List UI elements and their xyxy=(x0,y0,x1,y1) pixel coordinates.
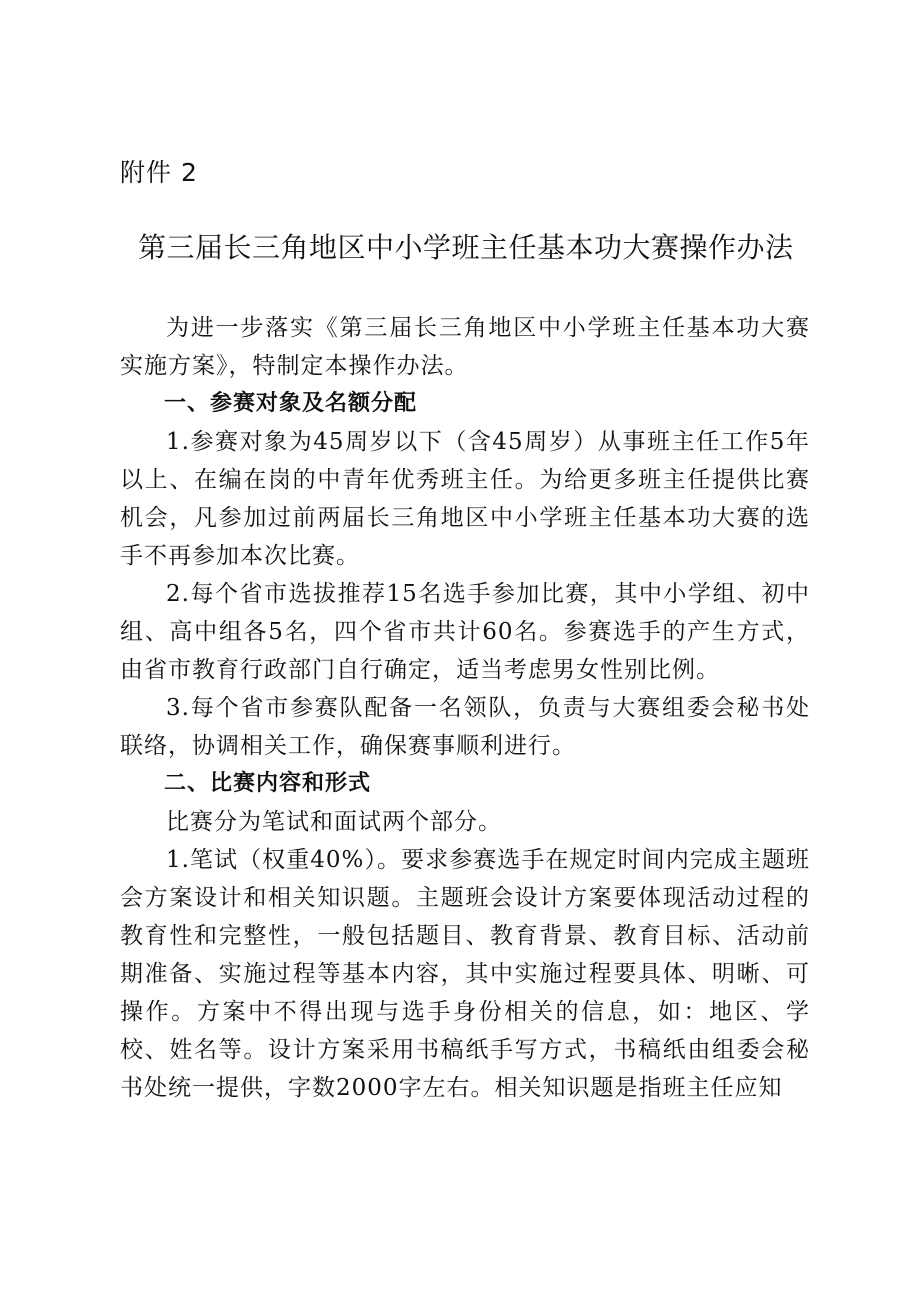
intro-paragraph: 为进一步落实《第三届长三角地区中小学班主任基本功大赛实施方案》，特制定本操作办法。 xyxy=(120,315,810,379)
paragraph-competition-parts: 比赛分为笔试和面试两个部分。 xyxy=(166,809,502,835)
section-heading-participants: 一、参赛对象及名额分配 xyxy=(164,391,418,416)
document-body xyxy=(120,309,810,1107)
paragraph-participant-quota: 2.每个省市选拔推荐15名选手参加比赛，其中小学组、初中组、高中组各5名，四个省市共计60名。参赛选手的产生方式，由省市教育行政部门自行确定，适当考虑男女性别比例。 xyxy=(120,581,810,683)
document-title: 第三届长三角地区中小学班主任基本功大赛操作办法 xyxy=(138,231,794,264)
paragraph-written-test: 1.笔试（权重40%）。要求参赛选手在规定时间内完成主题班会方案设计和相关知识题。主题班会设计方案要体现活动过程的教育性和完整性，一般包括题目、教育背景、教育目标、活动前期准备、实施过程等基本内容，其中实施过程要具体、明晰、可操作。方案中不得出现与选手身份相关的信息，如：地区、学校、姓名等。设计方案采用书稿纸手写方式，书稿纸由组委会秘书处统一提供，字数2000字左右。相关知识题是指班主任应知 xyxy=(120,847,810,1101)
section-heading-content: 二、比赛内容和形式 xyxy=(164,771,372,796)
attachment-label: 附件 2 xyxy=(120,158,198,187)
paragraph-team-leader: 3.每个省市参赛队配备一名领队，负责与大赛组委会秘书处联络，协调相关工作，确保赛事顺利进行。 xyxy=(120,695,810,759)
paragraph-participant-eligibility: 1.参赛对象为45周岁以下（含45周岁）从事班主任工作5年以上、在编在岗的中青年优秀班主任。为给更多班主任提供比赛机会，凡参加过前两届长三角地区中小学班主任基本功大赛的选手不再参加本次比赛。 xyxy=(120,429,810,569)
